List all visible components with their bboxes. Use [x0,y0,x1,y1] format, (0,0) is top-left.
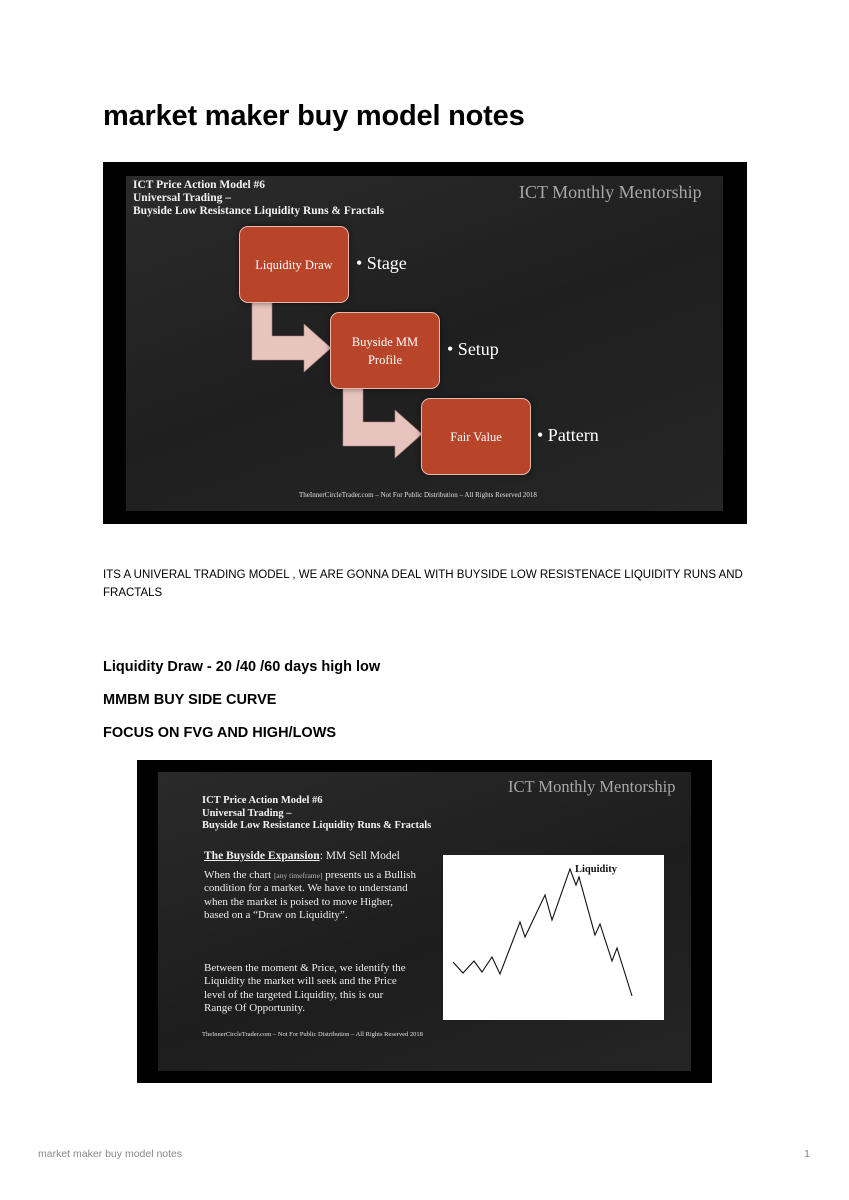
flow-arrow-2 [343,388,422,458]
slide-2-section-title [204,850,400,863]
slide-image-2 [137,760,712,1083]
slide-2-heading [202,795,431,833]
slide-1-brand: ICT Monthly Mentorship [519,182,702,202]
slide-2-canvas [158,772,691,1071]
flow-arrow-1 [252,302,331,372]
box-fair-value: Fair Value [421,398,531,475]
slide-2-heading-line: Universal Trading – [202,807,292,819]
liquidity-label: Liquidity [575,864,618,875]
box-buyside-mm-profile [330,312,440,389]
slide-1-heading-line: ICT Price Action Model #6 [133,179,266,191]
bullet-setup: • Setup [447,339,499,359]
page-title: market maker buy model notes [103,100,525,132]
heading-mmbm-curve: MMBM BUY SIDE CURVE [103,692,277,708]
slide-2-paragraph-1 [204,869,416,922]
box-liquidity-draw: Liquidity Draw [239,226,349,303]
box-label: Buyside MM Profile [351,334,419,367]
para-small: [any timeframe] [273,871,323,880]
slide-2-brand: ICT Monthly Mentorship [508,777,676,796]
para-text: presents us a Bullish condition for a market. We have to understand when the market is poised to move Higher, based on a “Draw on Liquidity”. [204,869,416,921]
price-zigzag [443,855,664,1020]
slide-2-paragraph-2: Between the moment & Price, we identify the Liquidity the market will seek and the Price level of the targeted Liquidity, this is our Range Of Opportunity. [204,962,406,1014]
slide-1-heading-line: Universal Trading – [133,192,231,204]
heading-focus-fvg: FOCUS ON FVG AND HIGH/LOWS [103,725,337,741]
slide-1-footer: TheInnerCircleTrader.com – Not For Public Distribution – All Rights Reserved 2018 [299,491,537,499]
bullet-pattern: • Pattern [537,425,599,445]
section-title: The Buyside Expansion [204,850,320,862]
bullet-stage: • Stage [356,253,407,273]
slide-2-heading-line: ICT Price Action Model #6 [202,795,323,806]
para-text: When the chart [204,869,274,881]
body-paragraph: ITS A UNIVERAL TRADING MODEL , WE ARE GONNA DEAL WITH BUYSIDE LOW RESISTENACE LIQUIDITY RUNS AND FRACTALS [103,569,743,599]
slide-1-heading-line: Buyside Low Resistance Liquidity Runs & Fractals [133,205,385,217]
section-subtitle: : MM Sell Model [319,850,400,862]
heading-liquidity-draw: Liquidity Draw - 20 /40 /60 days high low [103,659,381,675]
slide-2-footer: TheInnerCircleTrader.com – Not For Public Distribution – All Rights Reserved 2018 [202,1031,423,1038]
liquidity-chart [443,855,664,1020]
page-number: 1 [804,1148,810,1160]
slide-1-canvas [126,176,723,511]
slide-2-heading-line: Buyside Low Resistance Liquidity Runs & Fractals [202,820,432,831]
slide-image-1 [103,162,747,524]
page-footer-title: market maker buy model notes [38,1148,183,1160]
price-line [453,869,632,996]
